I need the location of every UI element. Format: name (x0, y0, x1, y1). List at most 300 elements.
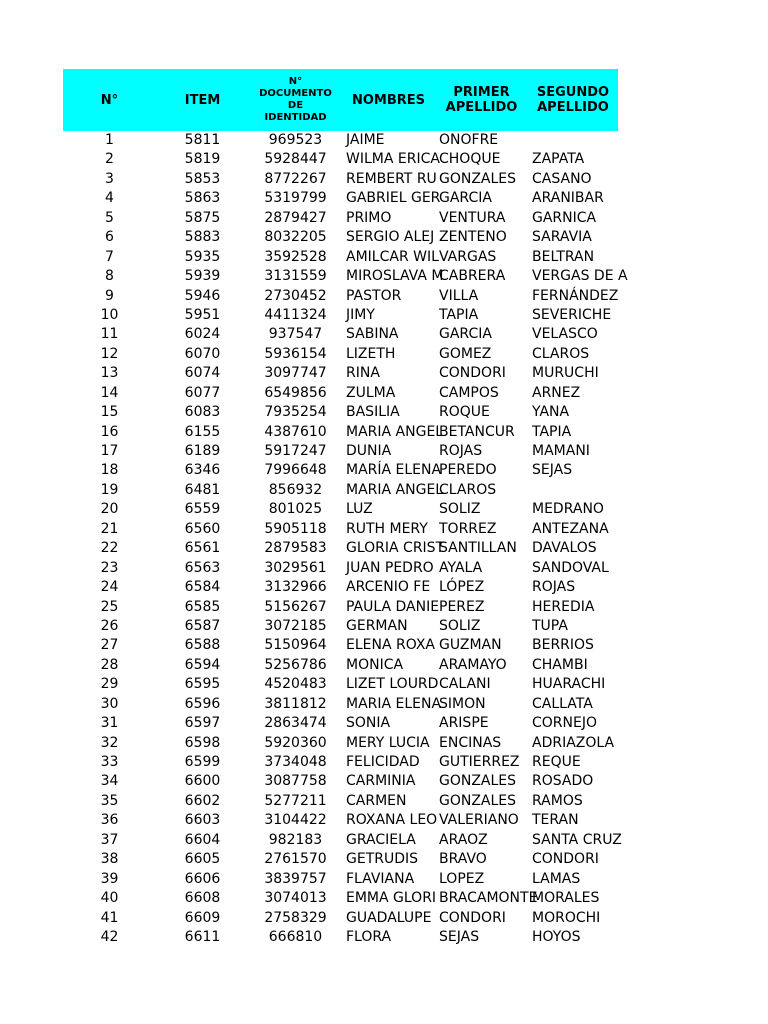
cell-first-surname: VARGAS (439, 248, 497, 265)
cell-names: GUADALUPE (346, 909, 432, 926)
cell-second-surname: MURUCHI (532, 365, 599, 382)
cell-names: RINA (346, 365, 380, 382)
cell-item: 5935 (184, 248, 221, 265)
cell-names: LUZ (346, 501, 373, 518)
cell-names: GERMAN (346, 617, 408, 634)
cell-names: DUNIA (346, 443, 392, 459)
cell-second-surname: CORNEJO (532, 715, 597, 732)
cell-names: PRIMO (346, 209, 392, 226)
cell-first-surname: PEREZ (439, 598, 485, 615)
cell-second-surname: ZAPATA (532, 151, 585, 168)
cell-item: 6602 (184, 792, 221, 809)
cell-second-surname: HEREDIA (532, 598, 595, 615)
header-number: N° (100, 92, 119, 108)
cell-item: 5946 (184, 287, 221, 304)
cell-item: 6585 (184, 598, 221, 615)
cell-first-surname: LOPEZ (439, 870, 485, 887)
cell-document-id: 5256786 (264, 656, 327, 673)
cell-number: 18 (100, 462, 119, 479)
cell-names: CARMINIA (346, 773, 416, 790)
cell-item: 6563 (184, 559, 221, 576)
cell-first-surname: ONOFRE (439, 132, 499, 148)
cell-first-surname: SIMON (439, 695, 486, 712)
cell-names: SABINA (346, 326, 399, 343)
cell-second-surname: SEVERICHE (532, 306, 612, 323)
cell-item: 6584 (184, 579, 221, 596)
cell-first-surname: GUZMAN (439, 637, 502, 654)
cell-second-surname: SANTA CRUZ (532, 831, 622, 848)
cell-item: 6189 (184, 443, 221, 459)
cell-document-id: 7935254 (264, 404, 327, 421)
cell-second-surname: YANA (532, 404, 570, 421)
cell-item: 6155 (184, 423, 221, 440)
cell-second-surname: CHAMBI (532, 656, 588, 673)
cell-number: 23 (100, 559, 119, 576)
cell-document-id: 3839757 (264, 870, 327, 887)
cell-names: MARIA ANGEL (346, 423, 444, 440)
cell-document-id: 3074013 (264, 890, 327, 907)
cell-number: 3 (105, 170, 114, 187)
cell-names: FLORA (346, 928, 392, 945)
table-row (63, 617, 618, 636)
cell-first-surname: GONZALES (439, 792, 517, 809)
header-item: ITEM (184, 92, 221, 108)
cell-names: WILMA ERICA (346, 151, 440, 168)
cell-number: 24 (100, 579, 119, 596)
table-row (63, 850, 618, 869)
cell-first-surname: GOMEZ (439, 345, 492, 362)
cell-item: 6606 (184, 870, 221, 887)
cell-names: JIMY (346, 306, 375, 323)
table-row (63, 656, 618, 675)
table-row (63, 325, 618, 344)
cell-first-surname: GARCIA (439, 190, 492, 207)
cell-names: MARIA ELENA (346, 695, 442, 712)
cell-number: 39 (100, 870, 119, 887)
cell-document-id: 8772267 (264, 170, 327, 187)
cell-number: 26 (100, 617, 119, 634)
table-row (63, 753, 618, 772)
table-row (63, 831, 622, 850)
table-row (63, 131, 618, 150)
cell-item: 6609 (184, 909, 221, 926)
cell-first-surname: ARAOZ (439, 831, 488, 848)
cell-item: 6594 (184, 656, 221, 673)
cell-number: 22 (100, 540, 119, 557)
cell-document-id: 3592528 (264, 248, 327, 265)
cell-second-surname: CONDORI (532, 851, 599, 868)
table-row (63, 306, 618, 325)
cell-first-surname: TAPIA (439, 306, 479, 323)
table-row (63, 267, 628, 286)
cell-item: 6604 (184, 831, 221, 848)
table-row (63, 461, 618, 480)
cell-second-surname: MORALES (532, 890, 600, 907)
cell-document-id: 856932 (268, 481, 323, 498)
cell-second-surname: ADRIAZOLA (532, 734, 615, 751)
cell-number: 36 (100, 812, 119, 829)
cell-second-surname: REQUE (532, 754, 581, 770)
cell-names: FELICIDAD (346, 754, 420, 770)
cell-second-surname: FERNÁNDEZ (532, 287, 619, 304)
cell-first-surname: VALERIANO (439, 812, 519, 829)
table-row (63, 695, 618, 714)
cell-document-id: 666810 (268, 928, 323, 945)
cell-item: 6588 (184, 637, 221, 654)
cell-document-id: 6549856 (264, 384, 327, 401)
cell-first-surname: CAMPOS (439, 384, 499, 401)
table-row (63, 500, 618, 519)
cell-names: ARCENIO FE (346, 579, 431, 596)
cell-item: 5939 (184, 268, 221, 285)
table-row (63, 636, 618, 655)
cell-first-surname: TORREZ (439, 520, 497, 537)
table-row (63, 189, 618, 208)
cell-number: 30 (100, 695, 119, 712)
cell-document-id: 3029561 (264, 559, 327, 576)
cell-document-id: 5920360 (264, 734, 327, 751)
cell-second-surname: TUPA (532, 617, 568, 634)
cell-first-surname: GUTIERREZ (439, 754, 520, 770)
table-row (63, 345, 618, 364)
cell-number: 15 (100, 404, 119, 421)
cell-item: 5811 (184, 132, 221, 148)
cell-document-id: 4520483 (264, 676, 327, 693)
cell-document-id: 7996648 (264, 462, 327, 479)
cell-names: MERY LUCIA (346, 734, 430, 751)
cell-document-id: 5917247 (264, 443, 327, 459)
cell-number: 8 (105, 268, 114, 285)
cell-number: 27 (100, 637, 119, 654)
table-row (63, 520, 618, 539)
table-row (63, 384, 618, 403)
cell-document-id: 2879583 (264, 540, 327, 557)
cell-second-surname: HUARACHI (532, 676, 606, 693)
cell-document-id: 5156267 (264, 598, 327, 615)
cell-first-surname: VENTURA (439, 209, 506, 226)
cell-number: 21 (100, 520, 119, 537)
cell-document-id: 5277211 (264, 792, 327, 809)
table-header (63, 69, 618, 131)
cell-item: 6603 (184, 812, 221, 829)
cell-document-id: 801025 (268, 501, 323, 518)
cell-second-surname: BERRIOS (532, 637, 594, 654)
cell-first-surname: BRACAMONTE (439, 890, 538, 907)
table-row (63, 287, 618, 306)
table-row (63, 248, 618, 267)
cell-number: 33 (100, 754, 119, 770)
cell-document-id: 5319799 (264, 190, 327, 207)
cell-first-surname: CABRERA (439, 268, 506, 285)
cell-number: 32 (100, 734, 119, 751)
cell-second-surname: SARAVIA (532, 229, 592, 246)
header-names: NOMBRES (351, 92, 426, 108)
cell-number: 34 (100, 773, 119, 790)
cell-first-surname: GONZALES (439, 773, 517, 790)
cell-item: 6481 (184, 481, 221, 498)
table-row (63, 209, 618, 228)
cell-document-id: 937547 (268, 326, 323, 343)
cell-item: 5875 (184, 209, 221, 226)
cell-second-surname: DAVALOS (532, 540, 597, 557)
cell-first-surname: VILLA (439, 287, 479, 304)
cell-document-id: 3072185 (264, 617, 327, 634)
cell-number: 14 (100, 384, 119, 401)
cell-second-surname: ROJAS (532, 579, 576, 596)
cell-item: 5863 (184, 190, 221, 207)
cell-item: 6587 (184, 617, 221, 634)
cell-number: 16 (100, 423, 119, 440)
cell-names: GABRIEL GER (346, 190, 441, 207)
cell-names: GETRUDIS (346, 851, 419, 868)
cell-names: LIZETH (346, 345, 396, 362)
cell-second-surname (528, 131, 618, 150)
cell-second-surname: CALLATA (532, 695, 593, 712)
cell-number: 25 (100, 598, 119, 615)
cell-item: 6561 (184, 540, 221, 557)
table-row (63, 170, 618, 189)
cell-number: 31 (100, 715, 119, 732)
cell-document-id: 4411324 (264, 306, 327, 323)
cell-second-surname: GARNICA (532, 209, 597, 226)
cell-document-id: 2761570 (264, 851, 327, 868)
table-row (63, 734, 618, 753)
cell-number: 35 (100, 792, 119, 809)
table-row (63, 228, 618, 247)
cell-names: LIZET LOURD (346, 676, 439, 693)
header-first-surname: PRIMER APELLIDO (445, 85, 518, 115)
cell-second-surname: VERGAS DE A (532, 268, 628, 285)
cell-second-surname: CLAROS (532, 345, 590, 362)
cell-document-id: 5936154 (264, 345, 327, 362)
spreadsheet-table (63, 69, 628, 947)
cell-first-surname: ROJAS (439, 443, 483, 459)
cell-item: 6598 (184, 734, 221, 751)
cell-first-surname: CALANI (439, 676, 491, 693)
cell-item: 6608 (184, 890, 221, 907)
table-row (63, 598, 618, 617)
cell-second-surname: ARANIBAR (532, 190, 604, 207)
table-row (63, 481, 618, 500)
cell-second-surname: ROSADO (532, 773, 594, 790)
cell-first-surname: BRAVO (439, 851, 487, 868)
table-row (63, 423, 618, 442)
cell-item: 5951 (184, 306, 221, 323)
cell-first-surname: SOLIZ (439, 501, 481, 518)
cell-first-surname: CHOQUE (439, 151, 501, 168)
cell-second-surname: MOROCHI (532, 909, 601, 926)
table-row (63, 889, 618, 908)
cell-first-surname: LÓPEZ (439, 579, 485, 596)
cell-first-surname: ARISPE (439, 715, 489, 732)
cell-item: 6074 (184, 365, 221, 382)
cell-names: ELENA ROXA (346, 637, 436, 654)
cell-first-surname: PEREDO (439, 462, 497, 479)
cell-names: MIROSLAVA M (346, 268, 444, 285)
cell-document-id: 2730452 (264, 287, 327, 304)
cell-number: 29 (100, 676, 119, 693)
cell-number: 20 (100, 501, 119, 518)
cell-item: 6083 (184, 404, 221, 421)
cell-number: 28 (100, 656, 119, 673)
cell-number: 13 (100, 365, 119, 382)
cell-item: 6595 (184, 676, 221, 693)
cell-number: 40 (100, 890, 119, 907)
cell-document-id: 3734048 (264, 754, 327, 770)
cell-second-surname: MEDRANO (532, 501, 604, 518)
table-row (63, 792, 618, 811)
cell-document-id: 3132966 (264, 579, 327, 596)
cell-number: 17 (100, 443, 119, 459)
cell-number: 9 (105, 287, 114, 304)
cell-second-surname: ANTEZANA (532, 520, 609, 537)
cell-second-surname: CASANO (532, 170, 592, 187)
cell-second-surname: SANDOVAL (532, 559, 609, 576)
cell-item: 6024 (184, 326, 221, 343)
cell-document-id: 4387610 (264, 423, 327, 440)
cell-document-id: 3104422 (264, 812, 327, 829)
cell-item: 5853 (184, 170, 221, 187)
cell-number: 41 (100, 909, 119, 926)
table-row (63, 364, 618, 383)
table-row (63, 811, 618, 830)
cell-item: 6600 (184, 773, 221, 790)
cell-first-surname: AYALA (439, 559, 483, 576)
cell-document-id: 969523 (268, 132, 323, 148)
cell-number: 5 (105, 209, 114, 226)
cell-number: 19 (100, 481, 119, 498)
cell-item: 5819 (184, 151, 221, 168)
table-row (63, 772, 618, 791)
table-row (63, 909, 618, 928)
cell-second-surname: SEJAS (532, 462, 573, 479)
cell-second-surname (528, 481, 618, 500)
cell-first-surname: SOLIZ (439, 617, 481, 634)
table-body (63, 131, 628, 947)
cell-second-surname: HOYOS (532, 928, 581, 945)
cell-names: MONICA (346, 656, 404, 673)
cell-names: PASTOR (346, 287, 402, 304)
cell-second-surname: LAMAS (532, 870, 581, 887)
cell-first-surname: CLAROS (439, 481, 497, 498)
cell-names: SONIA (346, 715, 391, 732)
table-row (63, 442, 618, 461)
table-row (63, 675, 618, 694)
cell-second-surname: TAPIA (532, 423, 572, 440)
cell-document-id: 2863474 (264, 715, 327, 732)
header-document-id: N° DOCUMENTO DE IDENTIDAD (259, 76, 332, 123)
cell-document-id: 5928447 (264, 151, 327, 168)
cell-names: PAULA DANIE (346, 598, 440, 615)
cell-number: 7 (105, 248, 114, 265)
cell-number: 2 (105, 151, 114, 168)
cell-names: ZULMA (346, 384, 396, 401)
cell-second-surname: RAMOS (532, 792, 583, 809)
cell-first-surname: GONZALES (439, 170, 517, 187)
cell-names: CARMEN (346, 792, 407, 809)
cell-names: MARÍA ELENA (346, 462, 442, 479)
table-row (63, 559, 618, 578)
cell-second-surname: BELTRAN (532, 248, 595, 265)
cell-item: 6611 (184, 928, 221, 945)
cell-document-id: 2758329 (264, 909, 327, 926)
cell-item: 5883 (184, 229, 221, 246)
cell-number: 38 (100, 851, 119, 868)
cell-number: 12 (100, 345, 119, 362)
table-row (63, 714, 618, 733)
cell-names: SERGIO ALEJ (346, 229, 435, 246)
table-row (63, 539, 618, 558)
cell-names: FLAVIANA (346, 870, 415, 887)
cell-item: 6605 (184, 851, 221, 868)
header-second-surname: SEGUNDO APELLIDO (536, 85, 610, 115)
cell-names: AMILCAR WIL (346, 248, 439, 265)
cell-number: 11 (100, 326, 119, 343)
cell-names: ROXANA LEO (346, 812, 438, 829)
cell-number: 10 (100, 306, 119, 323)
cell-number: 37 (100, 831, 119, 848)
cell-document-id: 3097747 (264, 365, 327, 382)
cell-first-surname: GARCIA (439, 326, 492, 343)
table-row (63, 870, 618, 889)
cell-names: MARIA ANGEL (346, 481, 444, 498)
cell-document-id: 3087758 (264, 773, 327, 790)
cell-item: 6070 (184, 345, 221, 362)
cell-item: 6597 (184, 715, 221, 732)
table-row (63, 928, 618, 947)
cell-names: EMMA GLORI (346, 890, 437, 907)
cell-names: JUAN PEDRO (346, 559, 434, 576)
cell-names: GLORIA CRIST (346, 540, 445, 557)
cell-first-surname: CONDORI (439, 365, 506, 382)
cell-number: 6 (105, 229, 114, 246)
table-row (63, 150, 618, 169)
cell-number: 42 (100, 928, 119, 945)
cell-first-surname: BETANCUR (439, 423, 515, 440)
cell-document-id: 2879427 (264, 209, 327, 226)
cell-names: RUTH MERY (346, 520, 428, 537)
cell-item: 6560 (184, 520, 221, 537)
cell-document-id: 3131559 (264, 268, 327, 285)
cell-first-surname: ENCINAS (439, 734, 502, 751)
cell-first-surname: SANTILLAN (439, 540, 517, 557)
cell-first-surname: ROQUE (439, 404, 490, 421)
cell-first-surname: CONDORI (439, 909, 506, 926)
cell-number: 1 (105, 132, 114, 148)
cell-item: 6346 (184, 462, 221, 479)
cell-second-surname: ARNEZ (532, 384, 581, 401)
cell-first-surname: ZENTENO (439, 229, 507, 246)
cell-document-id: 5150964 (264, 637, 327, 654)
table-row (63, 578, 618, 597)
cell-names: REMBERT RU (346, 170, 437, 187)
cell-document-id: 5905118 (264, 520, 327, 537)
cell-number: 4 (105, 190, 114, 207)
cell-first-surname: ARAMAYO (439, 656, 507, 673)
cell-names: GRACIELA (346, 831, 416, 848)
cell-second-surname: TERAN (532, 812, 579, 829)
cell-item: 6077 (184, 384, 221, 401)
cell-second-surname: VELASCO (532, 326, 598, 343)
table-row (63, 403, 618, 422)
cell-second-surname: MAMANI (532, 443, 590, 459)
cell-first-surname: SEJAS (439, 928, 480, 945)
cell-document-id: 982183 (268, 831, 323, 848)
cell-document-id: 3811812 (264, 695, 327, 712)
cell-names: JAIME (346, 132, 385, 148)
cell-item: 6599 (184, 754, 221, 770)
cell-item: 6596 (184, 695, 221, 712)
